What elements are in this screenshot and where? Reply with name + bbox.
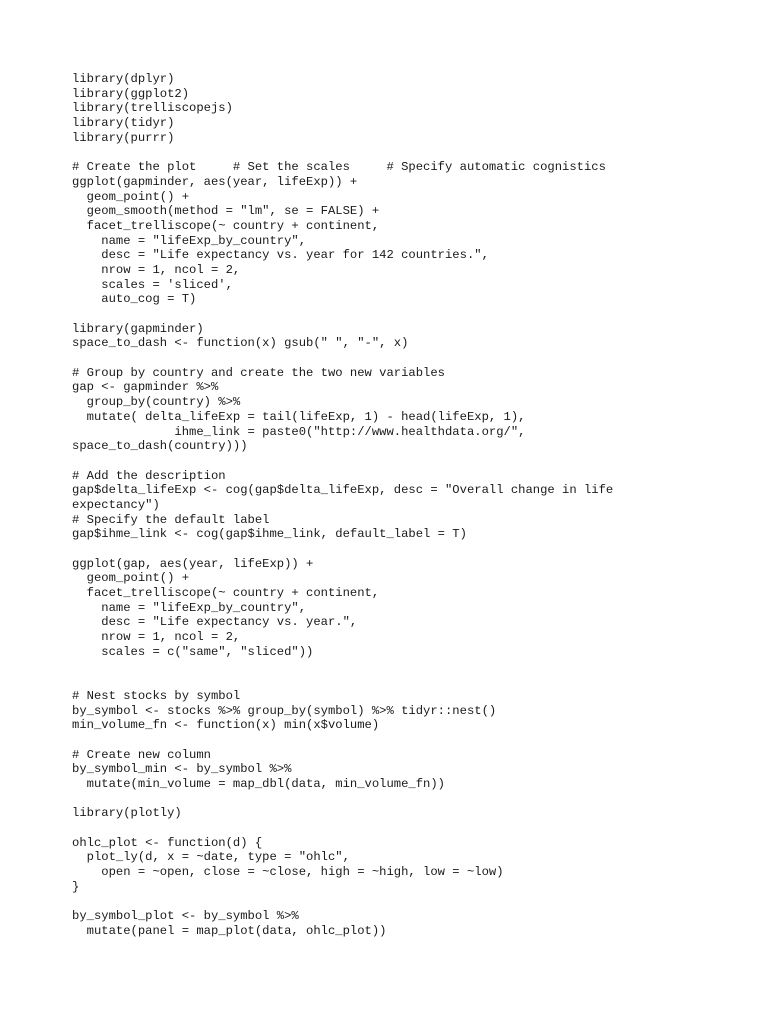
code-line: library(trelliscopejs) bbox=[72, 101, 233, 116]
code-line: plot_ly(d, x = ~date, type = "ohlc", bbox=[72, 850, 350, 865]
code-line: mutate(panel = map_plot(data, ohlc_plot)) bbox=[72, 923, 387, 938]
code-line: ggplot(gap, aes(year, lifeExp)) + bbox=[72, 556, 314, 571]
code-block bbox=[72, 72, 613, 939]
code-line: facet_trelliscope(~ country + continent, bbox=[72, 218, 380, 233]
code-line: geom_smooth(method = "lm", se = FALSE) + bbox=[72, 204, 380, 219]
code-line: scales = 'sliced', bbox=[72, 277, 233, 292]
code-line: name = "lifeExp_by_country", bbox=[72, 600, 307, 615]
code-line: ihme_link = paste0("http://www.healthdata.org/", bbox=[72, 424, 526, 439]
code-line: library(dplyr) bbox=[72, 72, 175, 86]
code-line bbox=[72, 660, 613, 675]
code-line: desc = "Life expectancy vs. year for 142 countries.", bbox=[72, 248, 489, 263]
code-line bbox=[72, 307, 613, 322]
code-line: expectancy") bbox=[72, 497, 160, 512]
code-line: space_to_dash(country))) bbox=[72, 439, 248, 454]
code-line bbox=[72, 454, 613, 469]
code-line: library(gapminder) bbox=[72, 321, 204, 336]
code-line: gap$ihme_link <- cog(gap$ihme_link, default_label = T) bbox=[72, 527, 467, 542]
code-line: ggplot(gapminder, aes(year, lifeExp)) + bbox=[72, 174, 358, 189]
code-line: open = ~open, close = ~close, high = ~high, low = ~low) bbox=[72, 865, 504, 880]
code-comment-line: # Specify the default label bbox=[72, 512, 270, 527]
code-line bbox=[72, 733, 613, 748]
code-line: } bbox=[72, 879, 80, 894]
code-line bbox=[72, 674, 613, 689]
code-line: nrow = 1, ncol = 2, bbox=[72, 262, 241, 277]
code-line: desc = "Life expectancy vs. year.", bbox=[72, 615, 358, 630]
code-line: library(tidyr) bbox=[72, 116, 175, 131]
code-line: library(ggplot2) bbox=[72, 86, 190, 101]
code-line: mutate(min_volume = map_dbl(data, min_volume_fn)) bbox=[72, 777, 445, 791]
code-comment-line: # Add the description bbox=[72, 468, 226, 483]
code-line: group_by(country) %>% bbox=[72, 395, 241, 410]
code-comment-line: # Create new column bbox=[72, 747, 211, 762]
code-line: library(plotly) bbox=[72, 806, 182, 821]
code-line: by_symbol_min <- by_symbol %>% bbox=[72, 762, 292, 777]
code-line: geom_point() + bbox=[72, 189, 190, 204]
code-line: library(purrr) bbox=[72, 130, 175, 145]
code-line: gap$delta_lifeExp <- cog(gap$delta_lifeExp, desc = "Overall change in life bbox=[72, 483, 614, 498]
code-line bbox=[72, 821, 613, 836]
code-comment-line: # Group by country and create the two new variables bbox=[72, 365, 445, 380]
code-line bbox=[72, 895, 613, 910]
code-line: by_symbol <- stocks %>% group_by(symbol) %>% tidyr::nest() bbox=[72, 703, 497, 718]
code-line bbox=[72, 351, 613, 366]
code-line: scales = c("same", "sliced")) bbox=[72, 644, 314, 659]
code-line: by_symbol_plot <- by_symbol %>% bbox=[72, 909, 299, 924]
code-line bbox=[72, 145, 613, 160]
code-line: geom_point() + bbox=[72, 571, 190, 586]
code-line: facet_trelliscope(~ country + continent, bbox=[72, 586, 380, 601]
code-comment-line: # Create the plot # Set the scales # Specify automatic cognistics bbox=[72, 160, 606, 175]
code-line: ohlc_plot <- function(d) { bbox=[72, 835, 263, 850]
code-comment-line: # Nest stocks by symbol bbox=[72, 688, 241, 703]
code-line: name = "lifeExp_by_country", bbox=[72, 233, 307, 248]
code-line: mutate( delta_lifeExp = tail(lifeExp, 1) - head(lifeExp, 1), bbox=[72, 409, 526, 424]
code-line: auto_cog = T) bbox=[72, 292, 197, 307]
code-line: nrow = 1, ncol = 2, bbox=[72, 630, 241, 645]
code-line bbox=[72, 792, 613, 807]
code-line: gap <- gapminder %>% bbox=[72, 380, 219, 395]
code-line bbox=[72, 542, 613, 557]
code-line: min_volume_fn <- function(x) min(x$volume) bbox=[72, 718, 380, 733]
code-line: space_to_dash <- function(x) gsub(" ", "-", x) bbox=[72, 336, 409, 351]
